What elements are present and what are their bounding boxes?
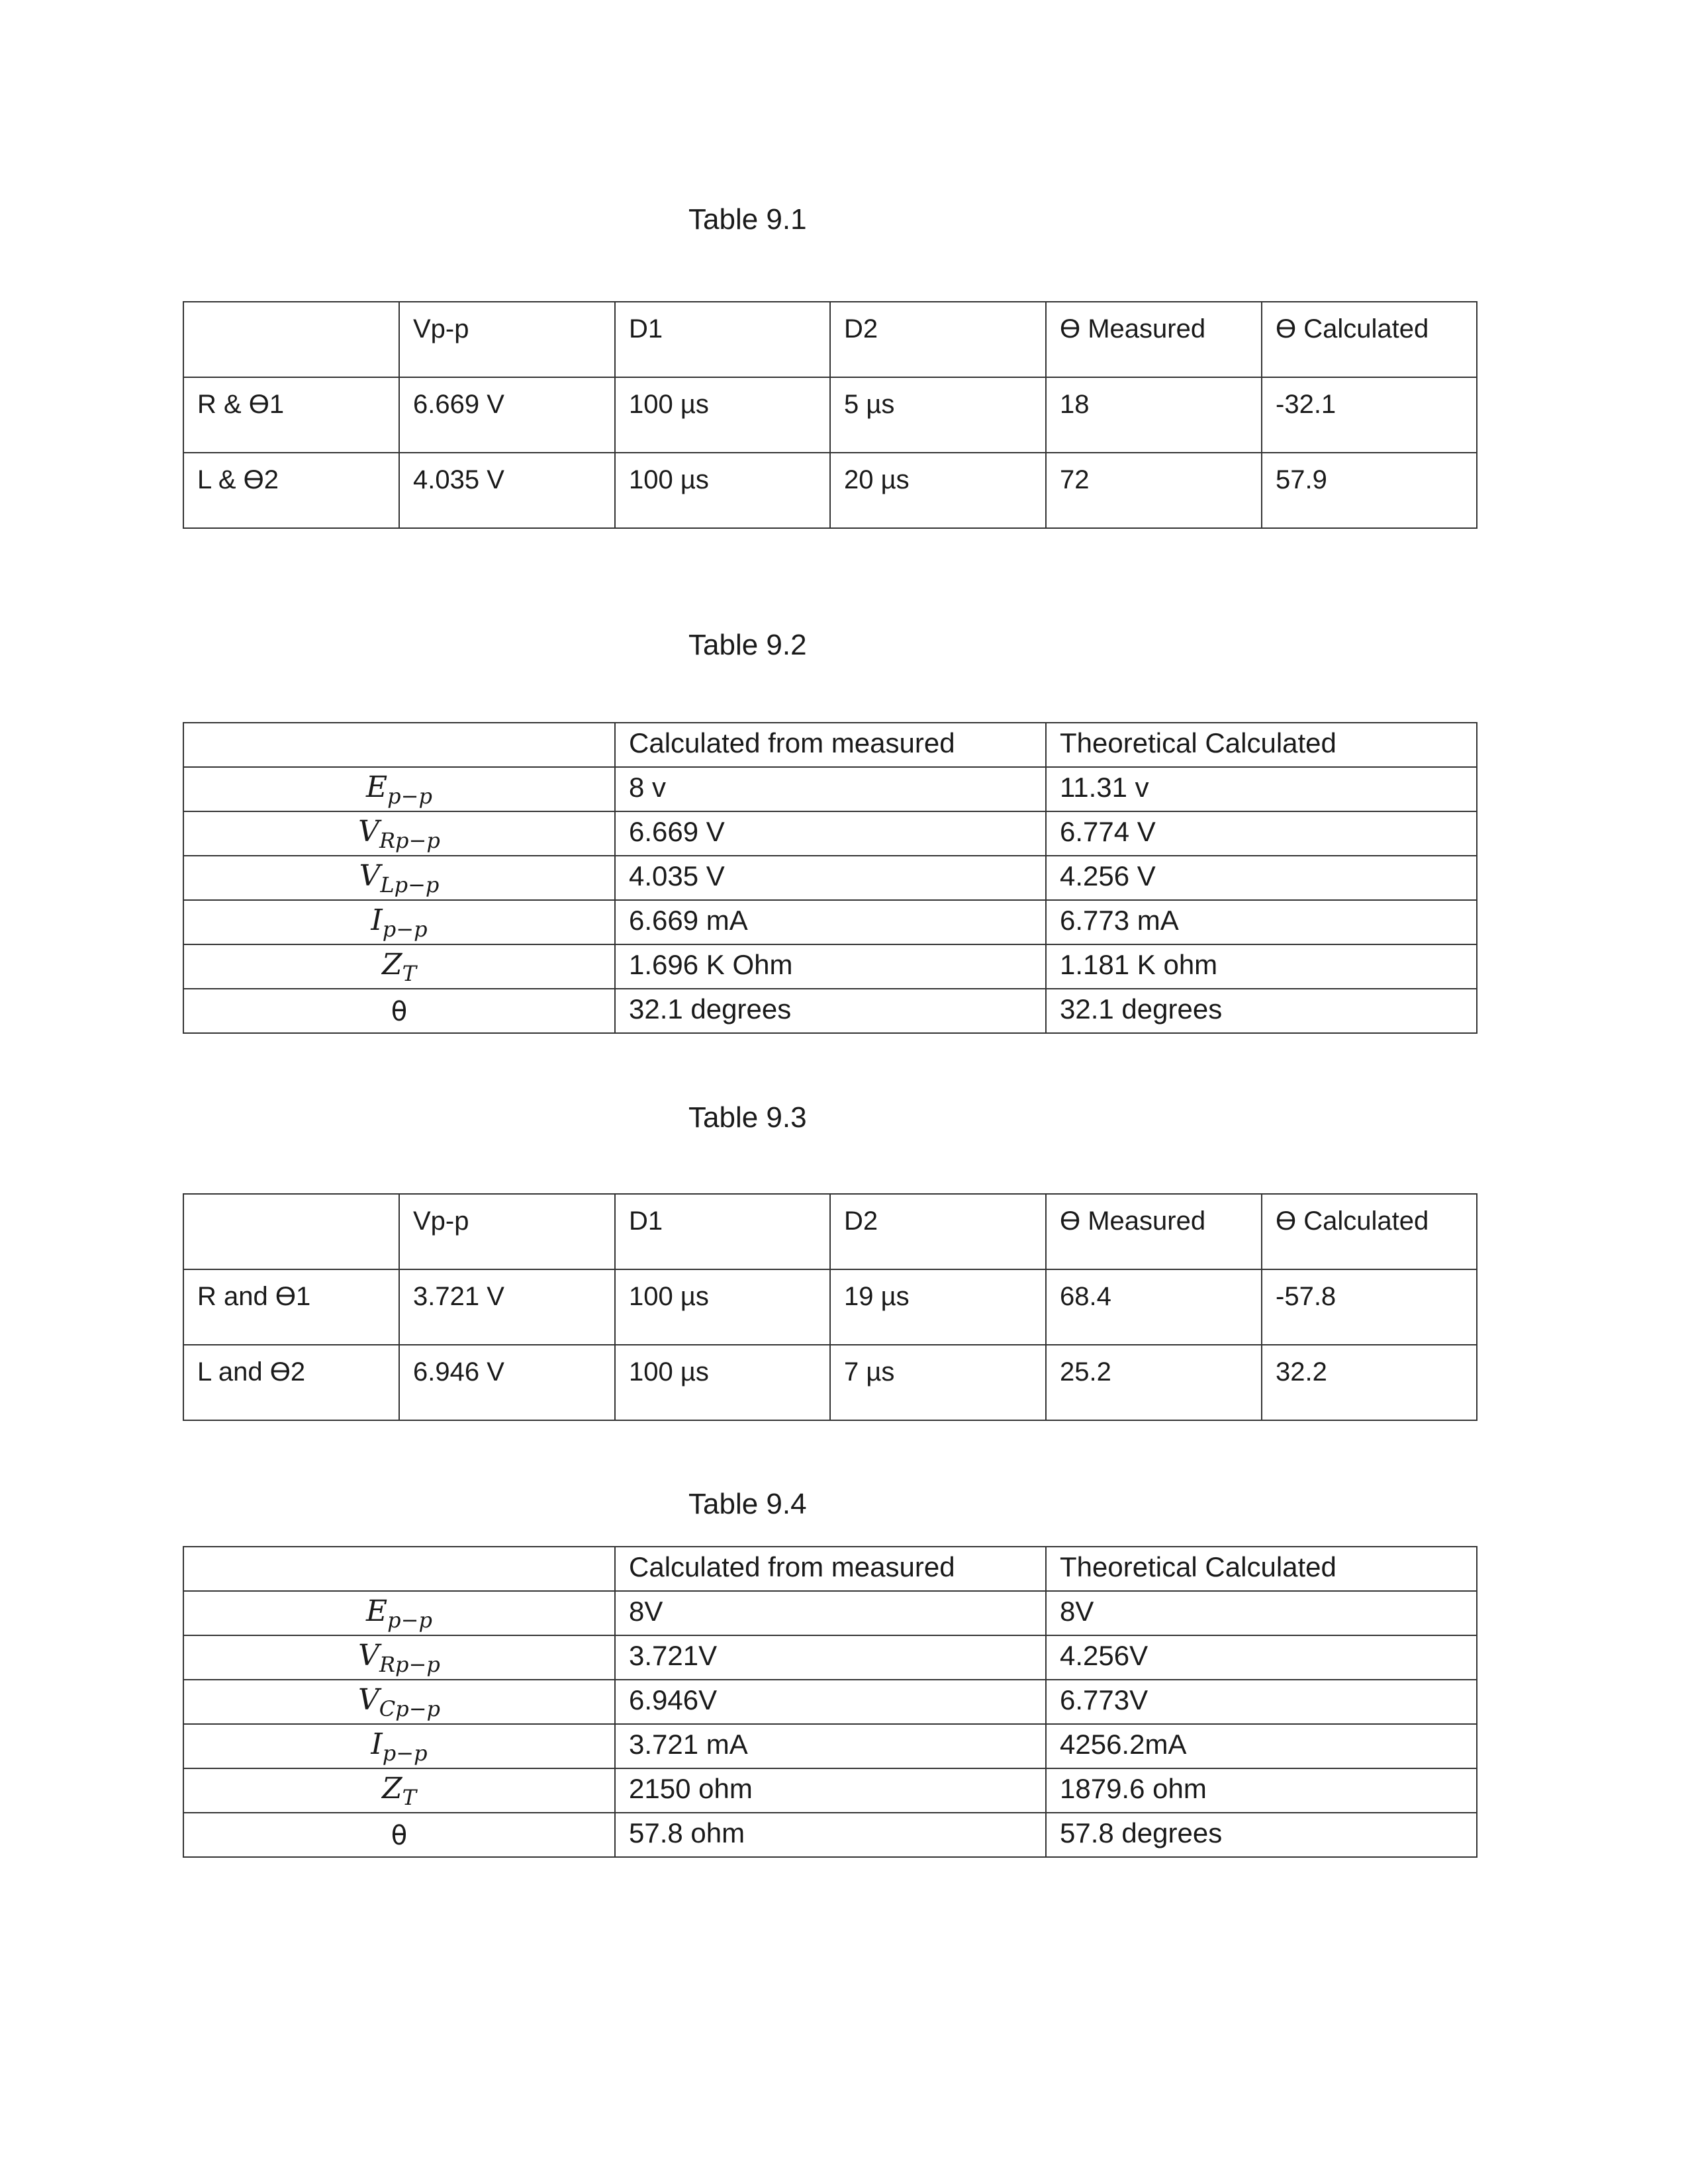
header-cell xyxy=(183,723,615,767)
header-cell: D2 xyxy=(830,302,1046,377)
table-9-4 xyxy=(183,1546,1477,1858)
table-9-3-caption: Table 9.3 xyxy=(688,1101,807,1134)
table-cell: 3.721V xyxy=(615,1635,1046,1680)
quantity-subscript: Rp−p xyxy=(379,827,440,853)
table-cell: 100 µs xyxy=(615,453,830,528)
table-row xyxy=(183,377,1477,453)
table-cell: L & Ɵ2 xyxy=(183,453,399,528)
quantity-symbol: Z xyxy=(382,947,402,981)
table-header-row xyxy=(183,302,1477,377)
table-row xyxy=(183,767,1477,811)
table-9-1-caption: Table 9.1 xyxy=(688,203,807,236)
quantity-subscript: p−p xyxy=(382,916,428,942)
quantity-symbol: I xyxy=(371,1727,383,1761)
table-cell: 3.721 V xyxy=(399,1269,615,1345)
quantity-label xyxy=(183,811,615,856)
table-cell: 4.035 V xyxy=(615,856,1046,900)
table-row xyxy=(183,989,1477,1033)
quantity-subscript: p−p xyxy=(382,1740,428,1766)
header-cell xyxy=(183,1194,399,1269)
table-cell: 20 µs xyxy=(830,453,1046,528)
table-cell: 100 µs xyxy=(615,1345,830,1420)
quantity-label xyxy=(183,989,615,1033)
quantity-label xyxy=(183,1724,615,1768)
table-cell: 6.774 V xyxy=(1046,811,1477,856)
table-9-1 xyxy=(183,301,1477,529)
table-cell: 8V xyxy=(615,1591,1046,1635)
quantity-label xyxy=(183,1768,615,1813)
table-9-2 xyxy=(183,722,1477,1034)
table-cell: 6.946 V xyxy=(399,1345,615,1420)
quantity-symbol: V xyxy=(358,1638,379,1672)
table-cell: 100 µs xyxy=(615,377,830,453)
header-cell: Vp-p xyxy=(399,1194,615,1269)
quantity-label xyxy=(183,767,615,811)
table-cell: 32.1 degrees xyxy=(1046,989,1477,1033)
table-cell: 8 v xyxy=(615,767,1046,811)
header-cell: Vp-p xyxy=(399,302,615,377)
quantity-label xyxy=(183,856,615,900)
table-row xyxy=(183,1345,1477,1420)
table-cell: 4.256V xyxy=(1046,1635,1477,1680)
table-row xyxy=(183,1768,1477,1813)
table-9-2-caption: Table 9.2 xyxy=(688,629,807,661)
table-cell: 4256.2mA xyxy=(1046,1724,1477,1768)
table-cell: 1.696 K Ohm xyxy=(615,944,1046,989)
table-row xyxy=(183,811,1477,856)
header-cell: Ɵ Calculated xyxy=(1262,302,1477,377)
header-cell: Ɵ Measured xyxy=(1046,302,1262,377)
quantity-label xyxy=(183,1680,615,1724)
table-cell: 6.669 V xyxy=(615,811,1046,856)
quantity-subscript: Cp−p xyxy=(379,1696,441,1721)
header-cell: Ɵ Calculated xyxy=(1262,1194,1477,1269)
table-cell: 72 xyxy=(1046,453,1262,528)
header-cell: Theoretical Calculated xyxy=(1046,723,1477,767)
table-9-4-caption: Table 9.4 xyxy=(688,1488,807,1520)
quantity-symbol: E xyxy=(366,1594,388,1628)
header-cell: D1 xyxy=(615,302,830,377)
header-cell: Calculated from measured xyxy=(615,1547,1046,1591)
header-cell xyxy=(183,1547,615,1591)
table-row xyxy=(183,1635,1477,1680)
table-row xyxy=(183,1269,1477,1345)
quantity-subscript: T xyxy=(402,1784,416,1810)
header-cell: D1 xyxy=(615,1194,830,1269)
table-cell: -32.1 xyxy=(1262,377,1477,453)
header-cell: Theoretical Calculated xyxy=(1046,1547,1477,1591)
table-cell: 57.8 ohm xyxy=(615,1813,1046,1857)
table-cell: 5 µs xyxy=(830,377,1046,453)
table-cell: 4.256 V xyxy=(1046,856,1477,900)
header-cell xyxy=(183,302,399,377)
table-cell: 57.8 degrees xyxy=(1046,1813,1477,1857)
quantity-symbol: Z xyxy=(382,1771,402,1805)
quantity-symbol: V xyxy=(359,858,381,893)
header-cell: Calculated from measured xyxy=(615,723,1046,767)
table-row xyxy=(183,856,1477,900)
table-cell: 8V xyxy=(1046,1591,1477,1635)
table-cell: 6.669 V xyxy=(399,377,615,453)
table-header-row xyxy=(183,723,1477,767)
table-row xyxy=(183,944,1477,989)
table-row xyxy=(183,1591,1477,1635)
table-row xyxy=(183,453,1477,528)
quantity-label xyxy=(183,944,615,989)
quantity-symbol: V xyxy=(357,1682,379,1717)
table-cell: 2150 ohm xyxy=(615,1768,1046,1813)
table-cell: 3.721 mA xyxy=(615,1724,1046,1768)
table-cell: 32.1 degrees xyxy=(615,989,1046,1033)
table-cell: 19 µs xyxy=(830,1269,1046,1345)
quantity-subscript: Rp−p xyxy=(379,1651,440,1677)
table-cell: 1.181 K ohm xyxy=(1046,944,1477,989)
quantity-subscript: p−p xyxy=(387,1607,432,1633)
table-cell: 100 µs xyxy=(615,1269,830,1345)
table-cell: 4.035 V xyxy=(399,453,615,528)
table-cell: 6.946V xyxy=(615,1680,1046,1724)
quantity-symbol: I xyxy=(371,903,383,937)
quantity-subscript: T xyxy=(402,960,416,986)
header-cell: D2 xyxy=(830,1194,1046,1269)
theta-symbol: θ xyxy=(391,996,408,1027)
quantity-subscript: Lp−p xyxy=(380,872,440,897)
table-cell: R and Ɵ1 xyxy=(183,1269,399,1345)
table-cell: 18 xyxy=(1046,377,1262,453)
quantity-label xyxy=(183,900,615,944)
table-row xyxy=(183,1813,1477,1857)
table-9-3 xyxy=(183,1193,1477,1421)
table-cell: 1879.6 ohm xyxy=(1046,1768,1477,1813)
table-cell: 32.2 xyxy=(1262,1345,1477,1420)
quantity-symbol: E xyxy=(366,770,388,804)
table-row xyxy=(183,900,1477,944)
table-cell: 6.669 mA xyxy=(615,900,1046,944)
quantity-label xyxy=(183,1591,615,1635)
quantity-symbol: V xyxy=(358,814,379,848)
table-row xyxy=(183,1680,1477,1724)
table-row xyxy=(183,1724,1477,1768)
table-header-row xyxy=(183,1547,1477,1591)
header-cell: Ɵ Measured xyxy=(1046,1194,1262,1269)
table-cell: L and Ɵ2 xyxy=(183,1345,399,1420)
table-header-row xyxy=(183,1194,1477,1269)
table-cell: 57.9 xyxy=(1262,453,1477,528)
table-cell: 6.773V xyxy=(1046,1680,1477,1724)
table-cell: -57.8 xyxy=(1262,1269,1477,1345)
table-cell: 7 µs xyxy=(830,1345,1046,1420)
table-cell: 68.4 xyxy=(1046,1269,1262,1345)
table-cell: 11.31 v xyxy=(1046,767,1477,811)
quantity-label xyxy=(183,1635,615,1680)
table-cell: R & Ɵ1 xyxy=(183,377,399,453)
quantity-subscript: p−p xyxy=(387,783,432,809)
table-cell: 25.2 xyxy=(1046,1345,1262,1420)
quantity-label xyxy=(183,1813,615,1857)
table-cell: 6.773 mA xyxy=(1046,900,1477,944)
theta-symbol: θ xyxy=(391,1820,408,1851)
